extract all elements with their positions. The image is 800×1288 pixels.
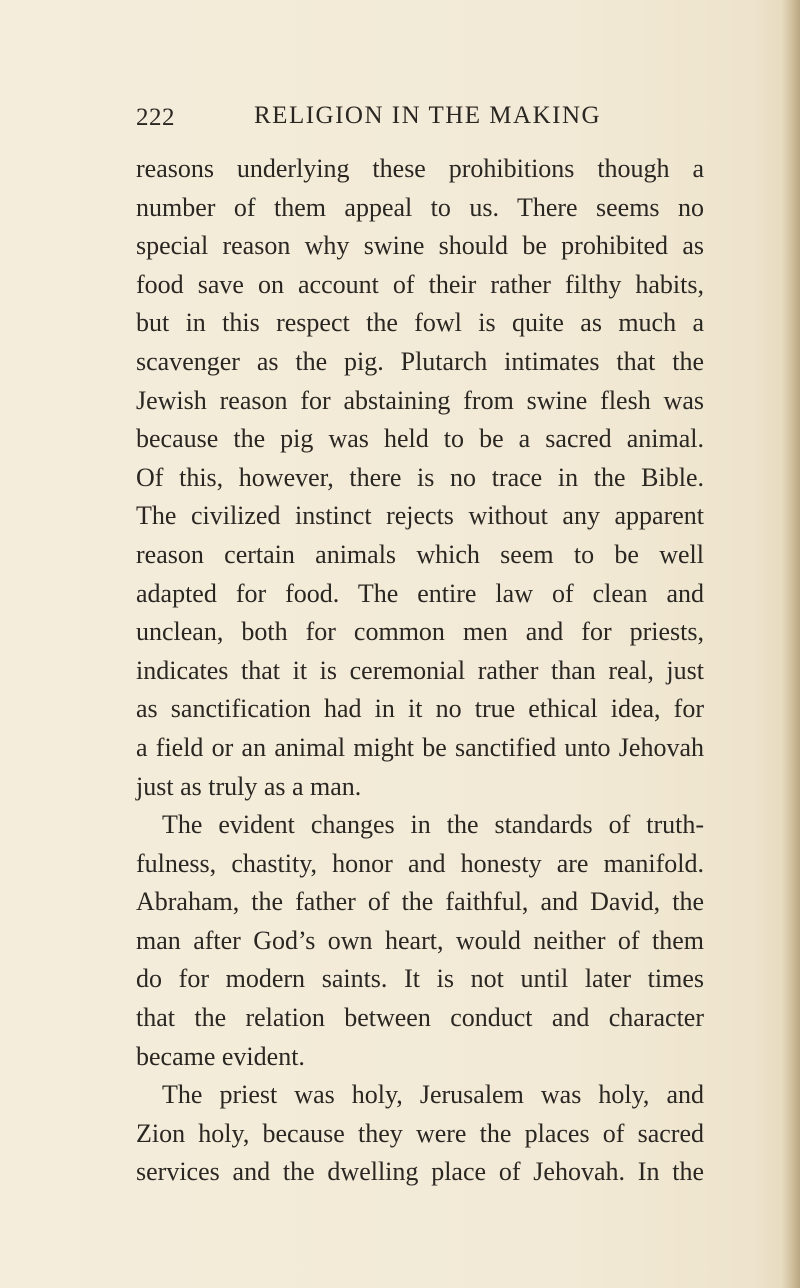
page-number: 222 <box>136 104 175 131</box>
text-line: services and the dwelling place of Jehovah. In the <box>136 1157 704 1187</box>
text-line: scavenger as the pig. Plutarch intimates that the <box>136 346 704 376</box>
text-line: food save on account of their rather filthy habits, <box>136 269 704 299</box>
paragraph-end-line: just as truly as a man. <box>136 771 362 801</box>
text-line: indicates that it is ceremonial rather than real, just <box>136 655 704 685</box>
text-line: unclean, both for common men and for priests, <box>136 617 704 647</box>
running-head <box>136 96 696 136</box>
text-line: reason certain animals which seem to be well <box>136 539 704 569</box>
text-line: as sanctification had in it no true ethical idea, for <box>136 694 704 724</box>
text-line: man after God’s own heart, would neither of them <box>136 925 704 955</box>
text-line: adapted for food. The entire law of clean and <box>136 578 704 608</box>
text-line: Abraham, the father of the faithful, and David, the <box>136 887 704 917</box>
text-line: but in this respect the fowl is quite as much a <box>136 308 704 338</box>
text-line: Of this, however, there is no trace in the Bible. <box>136 462 704 492</box>
text-line: do for modern saints. It is not until later times <box>136 964 704 994</box>
text-line: a field or an animal might be sanctified unto Jehovah <box>136 732 704 762</box>
text-line: Jewish reason for abstaining from swine flesh was <box>136 385 704 415</box>
running-title: RELIGION IN THE MAKING <box>254 102 602 129</box>
text-line: reasons underlying these prohibitions though a <box>136 154 704 183</box>
text-line: fulness, chastity, honor and honesty are manifold. <box>136 848 704 878</box>
paragraph-start-line: The evident changes in the standards of truth- <box>162 810 704 840</box>
paragraph-start-line: The priest was holy, Jerusalem was holy, and <box>162 1080 704 1110</box>
text-line: because the pig was held to be a sacred animal. <box>136 424 704 454</box>
text-line: that the relation between conduct and character <box>136 1003 704 1033</box>
text-line: Zion holy, because they were the places of sacred <box>136 1118 704 1148</box>
text-line: The civilized instinct rejects without any apparent <box>136 501 704 531</box>
page-edge-shadow <box>782 0 800 1288</box>
text-line: special reason why swine should be prohibited as <box>136 231 704 261</box>
text-line: number of them appeal to us. There seems no <box>136 192 704 222</box>
paragraph-end-line: became evident. <box>136 1041 305 1071</box>
body-text <box>136 150 704 1192</box>
